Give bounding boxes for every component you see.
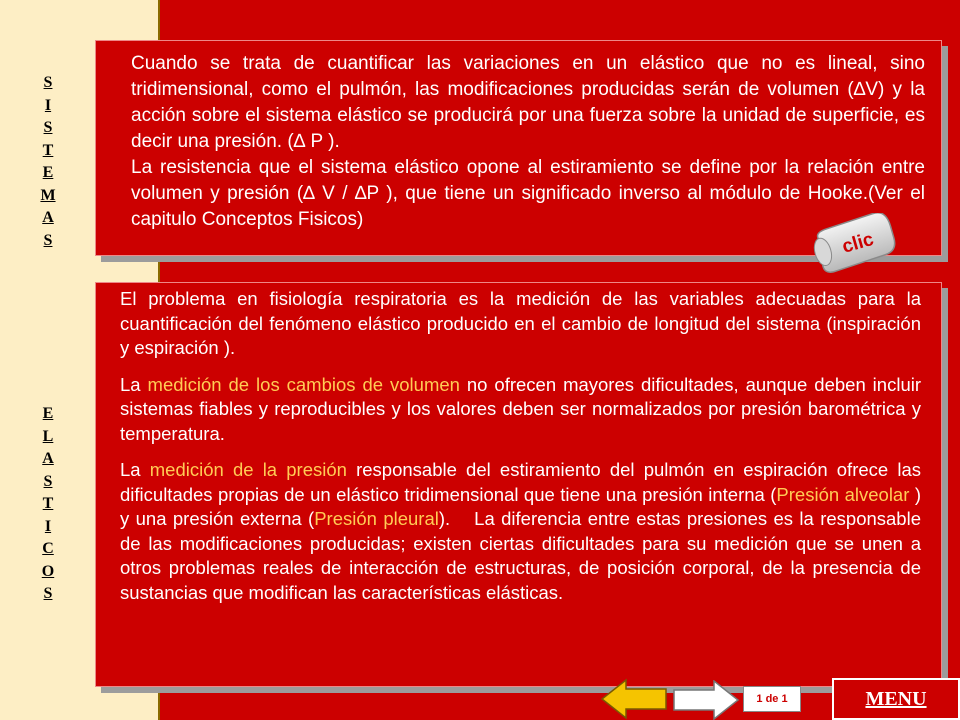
letter: O [41, 562, 55, 580]
main-panel [95, 282, 942, 687]
paragraph-text: La [120, 373, 148, 395]
letter: C [42, 540, 54, 557]
letter: L [42, 427, 54, 445]
navigation-bar [600, 678, 960, 720]
paragraph-text: La [120, 459, 150, 480]
letter: S [43, 119, 53, 136]
highlight-volume: medición de los cambios de volumen [147, 373, 460, 395]
highlight-presion: medición de la presión [149, 459, 347, 480]
menu-button[interactable]: MENU [832, 678, 960, 720]
next-page-button[interactable] [672, 680, 740, 720]
highlight-presion-alveolar: Presión alveolar [776, 483, 910, 505]
paragraph-text: La diferencia entre estas presiones es la responsable de las modificaciones producidas; existen ciertas dificultades para su medición que se unen a otros problemas reales de interacción de estructuras, de posición corporal, de la presencia de sustancias que modifican las características elásticas. [120, 508, 921, 603]
arrow-right-icon[interactable] [674, 681, 738, 719]
letter: E [42, 405, 54, 422]
letter: T [42, 495, 54, 512]
clic-label[interactable]: clic [839, 228, 877, 258]
main-paragraph-3 [120, 458, 921, 605]
paragraph-text: responsable del estiramiento del pulmón en espiración ofrece las dificultades propias de un elástico tridimensional que tiene una presión interna ( [120, 459, 922, 505]
letter: A [42, 450, 54, 467]
letter: I [44, 96, 52, 114]
main-paragraph-2 [120, 373, 921, 447]
clic-button[interactable] [808, 213, 900, 275]
paragraph-text: ). [438, 508, 451, 529]
clic-button-icon[interactable] [808, 213, 900, 275]
letter: A [42, 209, 54, 226]
letter: S [43, 74, 53, 91]
letter: M [40, 186, 56, 204]
letter: T [42, 141, 54, 159]
letter: S [43, 231, 53, 249]
letter: S [43, 585, 53, 602]
letter: S [43, 472, 53, 490]
sidebar-title-elasticos [38, 403, 58, 606]
page-counter: 1 de 1 [743, 686, 801, 712]
arrow-left-icon[interactable] [602, 680, 666, 718]
paragraph-text: El problema en fisiología respiratoria es la medición de las variables adecuadas para la cuantificación del fenómeno elástico producido en el cambio de longitud del sistema (inspiración y espiración ). [120, 288, 921, 358]
prev-page-button[interactable] [600, 678, 668, 720]
paragraph-text: ) y una presión externa ( [120, 483, 921, 529]
intro-paragraph-2: La resistencia que el sistema elástico opone al estiramiento se define por la relación entre volumen y presión (∆ V / ∆P ), que tiene un significado inverso al módulo de Hooke.(Ver el capitulo Conceptos Fisicos) [131, 157, 925, 230]
main-paragraph-1 [120, 287, 921, 361]
sidebar-title-sistemas [38, 72, 58, 252]
paragraph-text: no ofrecen mayores dificultades, aunque deben incluir sistemas fiables y reproducibles y los valores deben ser normalizados por presión barométrica y temperatura. [120, 373, 921, 444]
intro-paragraph-1: Cuando se trata de cuantificar las variaciones en un elástico que no es lineal, sino tridimensional, como el pulmón, las modificaciones producidas serán de volumen (∆V) y la acción sobre el sistema elástico se producirá por una fuerza sobre la unidad de superficie, es decir una presión. (∆ P ). [131, 53, 925, 152]
letter: E [42, 164, 54, 181]
highlight-presion-pleural: Presión pleural [314, 508, 439, 529]
letter: I [44, 517, 52, 535]
